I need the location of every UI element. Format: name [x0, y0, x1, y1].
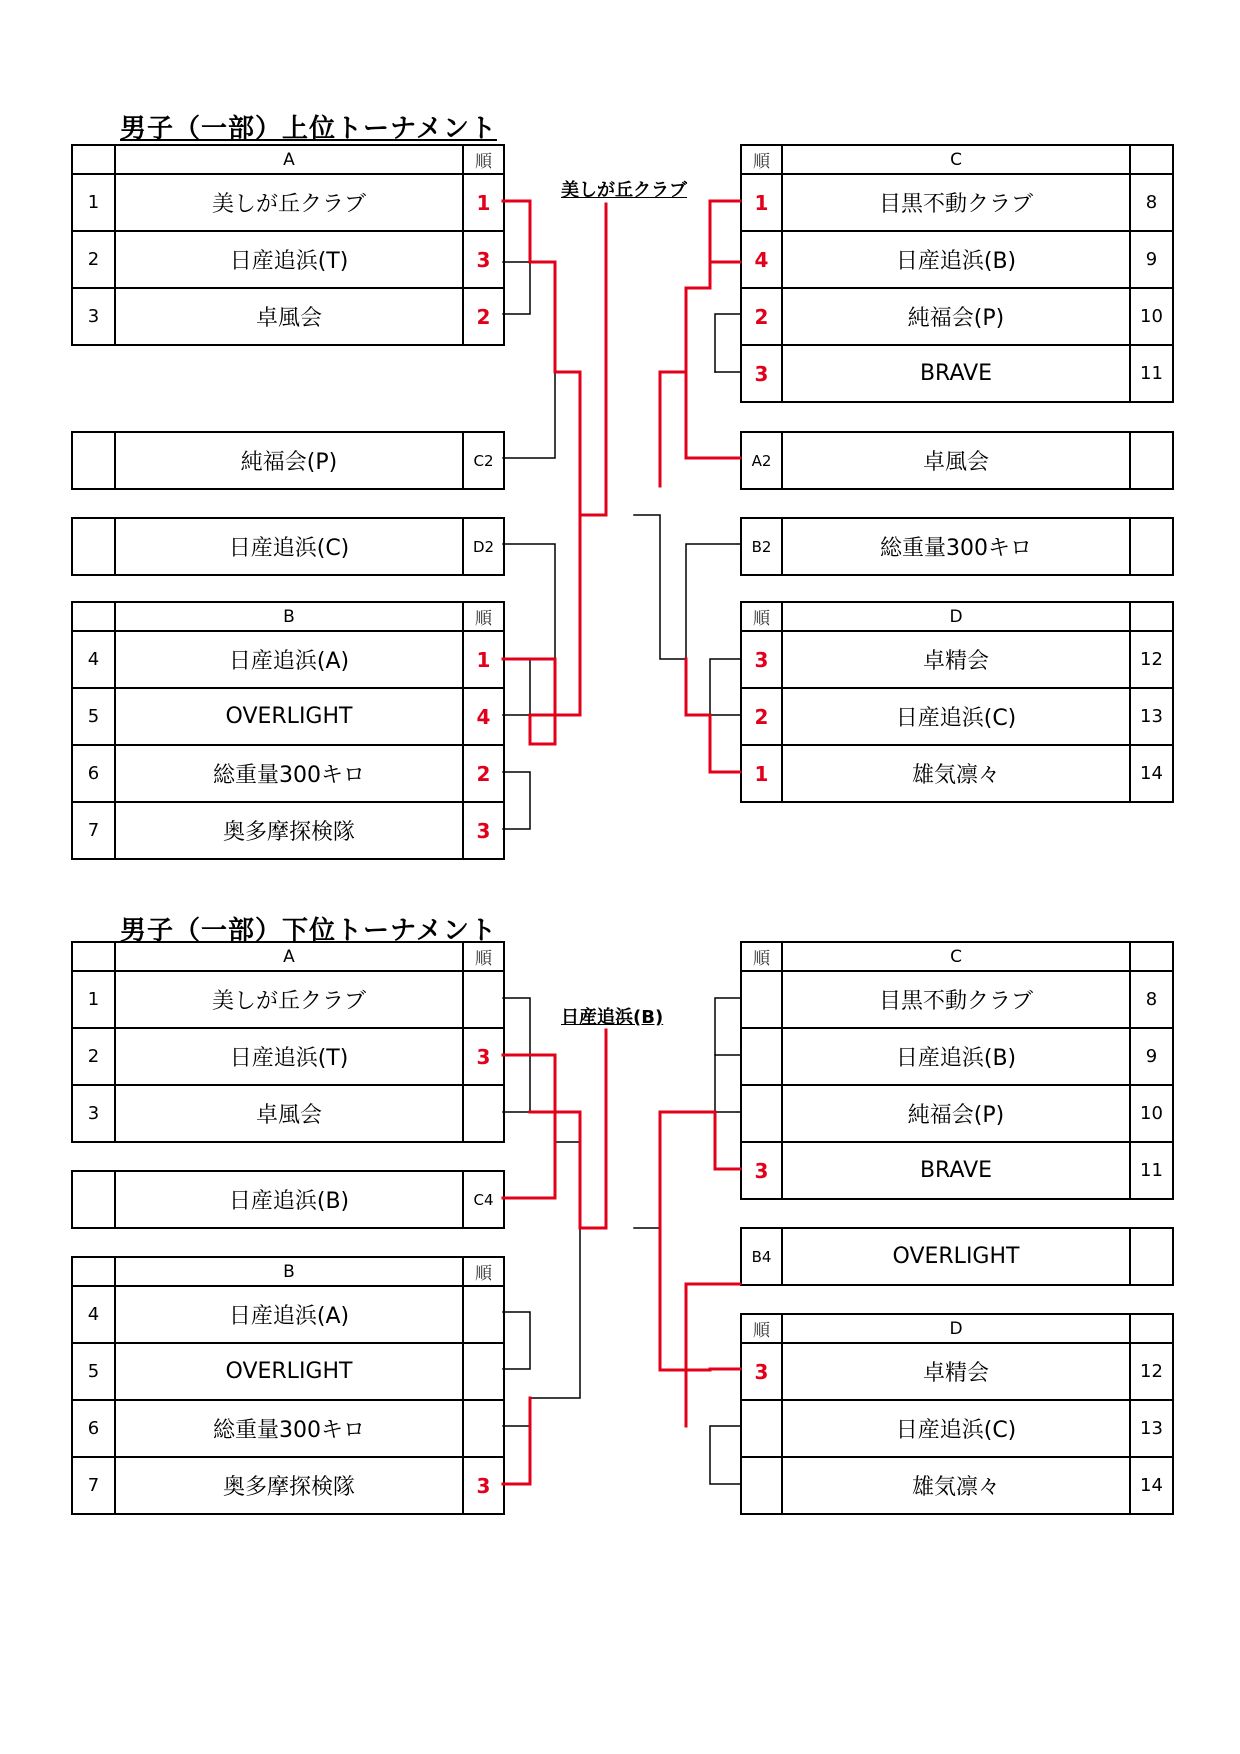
team-rank: 2: [741, 688, 782, 745]
seed-code: A2: [741, 432, 782, 489]
team-number: 14: [1130, 1457, 1173, 1514]
team-number: 9: [1130, 1028, 1173, 1085]
seed-code: D2: [463, 518, 504, 575]
team-rank: 3: [463, 231, 504, 288]
team-rank: 3: [463, 1457, 504, 1514]
team-name: 純福会(P): [115, 432, 463, 489]
team-number: 8: [1130, 174, 1173, 231]
team-name: 総重量300キロ: [115, 1400, 463, 1457]
seed-code: C4: [463, 1171, 504, 1228]
rank-header: 順: [741, 942, 782, 971]
team-name: 日産追浜(T): [115, 231, 463, 288]
group-header: C: [782, 942, 1130, 971]
team-name: 卓精会: [782, 631, 1130, 688]
team-rank: 3: [741, 1343, 782, 1400]
team-name: 卓精会: [782, 1343, 1130, 1400]
team-name: 純福会(P): [782, 288, 1130, 345]
team-rank: 3: [463, 1028, 504, 1085]
team-name: 奥多摩探検隊: [115, 802, 463, 859]
group-header: D: [782, 602, 1130, 631]
team-number: 3: [72, 288, 115, 345]
lower-winner-label: 日産追浜(B): [561, 1007, 664, 1028]
rank-header: 順: [463, 1257, 504, 1286]
team-name: 雄気凛々: [782, 745, 1130, 802]
team-name: BRAVE: [782, 1142, 1130, 1199]
team-name: 日産追浜(C): [782, 688, 1130, 745]
team-name: 日産追浜(B): [782, 231, 1130, 288]
team-rank: 1: [741, 745, 782, 802]
team-number: 4: [72, 631, 115, 688]
team-rank: 4: [463, 688, 504, 745]
team-number: 9: [1130, 231, 1173, 288]
team-rank: 4: [741, 231, 782, 288]
team-name: 卓風会: [782, 432, 1130, 489]
group-header: D: [782, 1314, 1130, 1343]
team-rank: 2: [741, 288, 782, 345]
team-name: BRAVE: [782, 345, 1130, 402]
team-rank: 3: [741, 345, 782, 402]
team-name: 奥多摩探検隊: [115, 1457, 463, 1514]
lower-tournament-title: 男子（一部）下位トーナメント: [120, 916, 497, 946]
rank-header: 順: [463, 602, 504, 631]
seed-code: B2: [741, 518, 782, 575]
team-number: 10: [1130, 1085, 1173, 1142]
seed-code: C2: [463, 432, 504, 489]
team-name: 卓風会: [115, 288, 463, 345]
team-name: 日産追浜(A): [115, 1286, 463, 1343]
team-name: 日産追浜(B): [115, 1171, 463, 1228]
team-name: 日産追浜(C): [115, 518, 463, 575]
team-rank: 2: [463, 288, 504, 345]
team-name: OVERLIGHT: [782, 1228, 1130, 1285]
team-number: 12: [1130, 631, 1173, 688]
team-number: 8: [1130, 971, 1173, 1028]
team-name: 総重量300キロ: [115, 745, 463, 802]
team-number: 2: [72, 1028, 115, 1085]
group-header: B: [115, 602, 463, 631]
group-header: C: [782, 145, 1130, 174]
rank-header: 順: [741, 1314, 782, 1343]
team-number: 11: [1130, 1142, 1173, 1199]
team-name: 日産追浜(A): [115, 631, 463, 688]
team-name: 日産追浜(T): [115, 1028, 463, 1085]
rank-header: 順: [463, 942, 504, 971]
team-name: 目黒不動クラブ: [782, 174, 1130, 231]
team-name: 美しが丘クラブ: [115, 174, 463, 231]
team-name: 日産追浜(B): [782, 1028, 1130, 1085]
team-number: 10: [1130, 288, 1173, 345]
team-rank: 3: [463, 802, 504, 859]
team-number: 5: [72, 1343, 115, 1400]
team-number: 7: [72, 802, 115, 859]
team-name: 目黒不動クラブ: [782, 971, 1130, 1028]
group-header: A: [115, 145, 463, 174]
upper-tournament-title: 男子（一部）上位トーナメント: [120, 114, 497, 144]
team-number: 13: [1130, 688, 1173, 745]
team-name: 純福会(P): [782, 1085, 1130, 1142]
team-name: 総重量300キロ: [782, 518, 1130, 575]
rank-header: 順: [741, 602, 782, 631]
group-header: B: [115, 1257, 463, 1286]
team-rank: 1: [463, 174, 504, 231]
lower-bracket-red-lines: [503, 1030, 740, 1484]
upper-bracket-red-lines: [503, 201, 740, 772]
team-number: 2: [72, 231, 115, 288]
team-name: 卓風会: [115, 1085, 463, 1142]
rank-header: 順: [741, 145, 782, 174]
team-name: OVERLIGHT: [115, 1343, 463, 1400]
team-number: 6: [72, 745, 115, 802]
team-number: 13: [1130, 1400, 1173, 1457]
seed-code: B4: [741, 1228, 782, 1285]
group-header: A: [115, 942, 463, 971]
team-rank: 3: [741, 631, 782, 688]
rank-header: 順: [463, 145, 504, 174]
team-name: 美しが丘クラブ: [115, 971, 463, 1028]
team-number: 14: [1130, 745, 1173, 802]
team-number: 3: [72, 1085, 115, 1142]
team-name: 雄気凛々: [782, 1457, 1130, 1514]
team-number: 11: [1130, 345, 1173, 402]
upper-winner-label: 美しが丘クラブ: [561, 180, 687, 201]
team-rank: 1: [741, 174, 782, 231]
team-number: 5: [72, 688, 115, 745]
team-number: 12: [1130, 1343, 1173, 1400]
team-number: 1: [72, 174, 115, 231]
team-number: 6: [72, 1400, 115, 1457]
team-rank: 2: [463, 745, 504, 802]
team-rank: 3: [741, 1142, 782, 1199]
team-name: OVERLIGHT: [115, 688, 463, 745]
team-name: 日産追浜(C): [782, 1400, 1130, 1457]
team-number: 4: [72, 1286, 115, 1343]
team-number: 1: [72, 971, 115, 1028]
team-rank: 1: [463, 631, 504, 688]
team-number: 7: [72, 1457, 115, 1514]
lower-bracket-black-lines: [503, 998, 740, 1484]
